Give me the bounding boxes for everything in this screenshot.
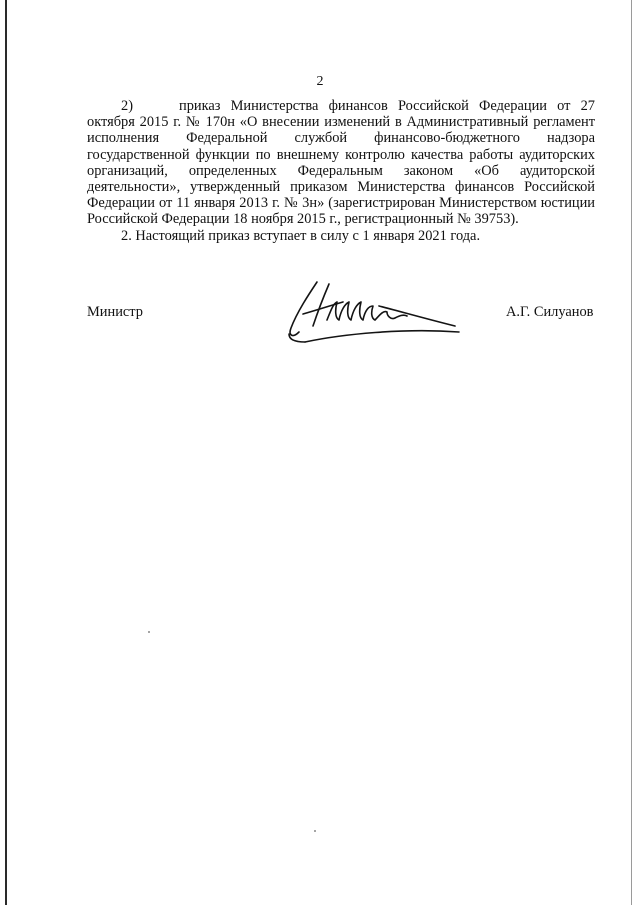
scan-speck (314, 830, 316, 832)
scan-speck (148, 631, 150, 633)
page-number: 2 (316, 74, 324, 89)
handwritten-signature (283, 280, 463, 352)
paragraph-effective-date: 2. Настоящий приказ вступает в силу с 1 января 2021 года. (121, 227, 481, 244)
list-item-2 (87, 98, 595, 228)
signer-name: А.Г. Силуанов (506, 304, 594, 320)
list-item-text: приказ Министерства финансов Российской Федерации от 27 октября 2015 г. № 170н «О внесении изменений в Административный регламент исполнения Федеральной службой финансово-бюджетного надзора государственной функции по внешнему контролю качества работы аудиторских организаций, определенных Федеральным законом «Об аудиторской деятельности», утвержденный приказом Министерства финансов Российской Федерации от 11 января 2013 г. № 3н» (зарегистрирован Министерством юстиции Российской Федерации 18 ноября 2015 г., регистрационный № 39753). (87, 98, 595, 228)
scan-border-left (5, 0, 7, 905)
list-item-number: 2) (121, 98, 133, 114)
scan-border-right (631, 0, 632, 905)
minister-title: Министр (87, 304, 143, 320)
document-body (87, 98, 595, 244)
